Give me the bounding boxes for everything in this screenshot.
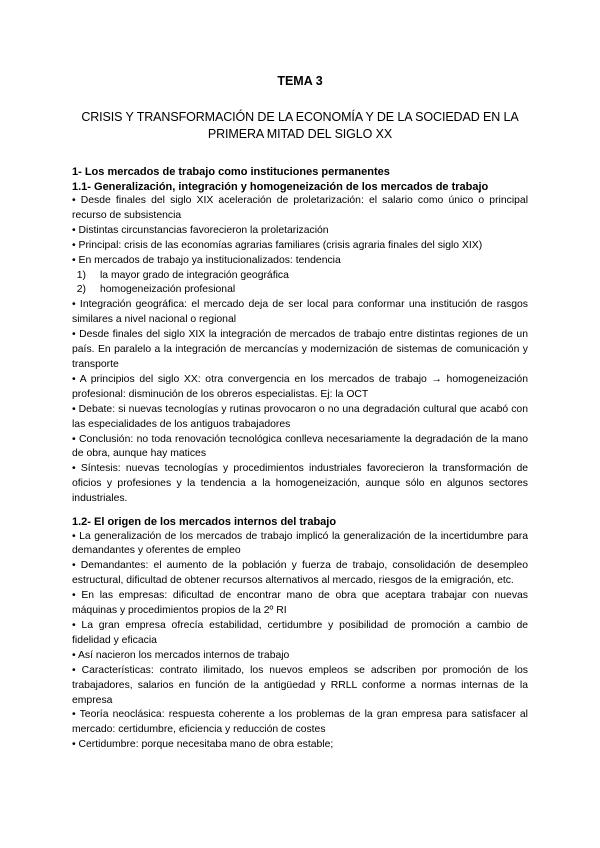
paragraph: • Certidumbre: porque necesitaba mano de obra estable; xyxy=(72,739,334,751)
paragraph: • A principios del siglo XX: otra convergencia en los mercados de trabajo → homogeneización profesional: disminución de los obreros especialistas. Ej: la OCT xyxy=(72,373,528,400)
paragraph: • Conclusión: no toda renovación tecnológica conlleva necesariamente la degradación de la mano de obra, aunque hay matices xyxy=(72,433,528,460)
section-1-heading: 1- Los mercados de trabajo como instituciones permanentes xyxy=(72,166,390,178)
paragraph: • Teoría neoclásica: respuesta coherente a los problemas de la gran empresa para satisfacer al mercado: certidumbre, eficiencia y reducción de costes xyxy=(72,709,528,736)
list-text: homogeneización profesional xyxy=(100,284,236,296)
section-1-2-heading: 1.2- El origen de los mercados internos del trabajo xyxy=(72,516,337,529)
numbered-list xyxy=(72,269,528,299)
document-title: TEMA 3 xyxy=(277,74,323,88)
document-page xyxy=(72,0,528,753)
list-item xyxy=(72,283,528,298)
paragraph: • Así nacieron los mercados internos de trabajo xyxy=(72,649,290,661)
paragraph: • Síntesis: nuevas tecnologías y procedimientos industriales favorecieron la transformación de oficios y profesiones y la tendencia a la homogeneización, aunque sólo en algunos sectores industriales. xyxy=(72,463,528,505)
list-number: 1) xyxy=(76,269,86,281)
paragraph: • Demandantes: el aumento de la población y fuerza de trabajo, consolidación de desempleo estructural, dificultad de obtener recursos alternativos al mercado, riesgos de la emigración, etc. xyxy=(72,560,528,587)
paragraph: • En mercados de trabajo ya institucionalizados: tendencia xyxy=(72,254,341,266)
document-subtitle: CRISIS Y TRANSFORMACIÓN DE LA ECONOMÍA Y DE LA SOCIEDAD EN LA PRIMERA MITAD DEL SIGLO XX xyxy=(81,110,519,141)
paragraph: • Integración geográfica: el mercado deja de ser local para conformar una institución de rasgos similares a nivel nacional o regional xyxy=(72,299,528,326)
paragraph: • Características: contrato ilimitado, los nuevos empleos se adscriben por promoción de los trabajadores, salarios en función de la antigüedad y RRLL conforme a normas internas de la empresa xyxy=(72,664,528,706)
list-text: la mayor grado de integración geográfica xyxy=(100,269,289,281)
paragraph: • Desde finales del siglo XIX aceleración de proletarización: el salario como único o principal recurso de subsistencia xyxy=(72,195,528,221)
section-1-1-heading: 1.1- Generalización, integración y homogeneización de los mercados de trabajo xyxy=(72,180,489,193)
paragraph: • Principal: crisis de las economías agrarias familiares (crisis agraria finales del siglo XIX) xyxy=(72,239,483,251)
list-item xyxy=(72,269,528,284)
list-number: 2) xyxy=(76,284,86,296)
paragraph: • Debate: si nuevas tecnologías y rutinas provocaron o no una degradación cultural que acabó con las especialidades de los antiguos trabajadores xyxy=(72,403,528,430)
paragraph: • Desde finales del siglo XIX la integración de mercados de trabajo entre distintas regiones de un país. En paralelo a la integración de mercancías y modernización de sistemas de comunicación y transporte xyxy=(72,329,528,370)
paragraph: • La gran empresa ofrecía estabilidad, certidumbre y posibilidad de promoción a cambio de fidelidad y eficacia xyxy=(72,619,528,646)
paragraph: • En las empresas: dificultad de encontrar mano de obra que aceptara trabajar con nuevas máquinas y procedimientos propios de la 2º RI xyxy=(72,590,528,617)
paragraph: • Distintas circunstancias favorecieron la proletarización xyxy=(72,224,329,236)
paragraph: • La generalización de los mercados de trabajo implicó la generalización de la incertidumbre para demandantes y oferentes de empleo xyxy=(72,530,528,557)
